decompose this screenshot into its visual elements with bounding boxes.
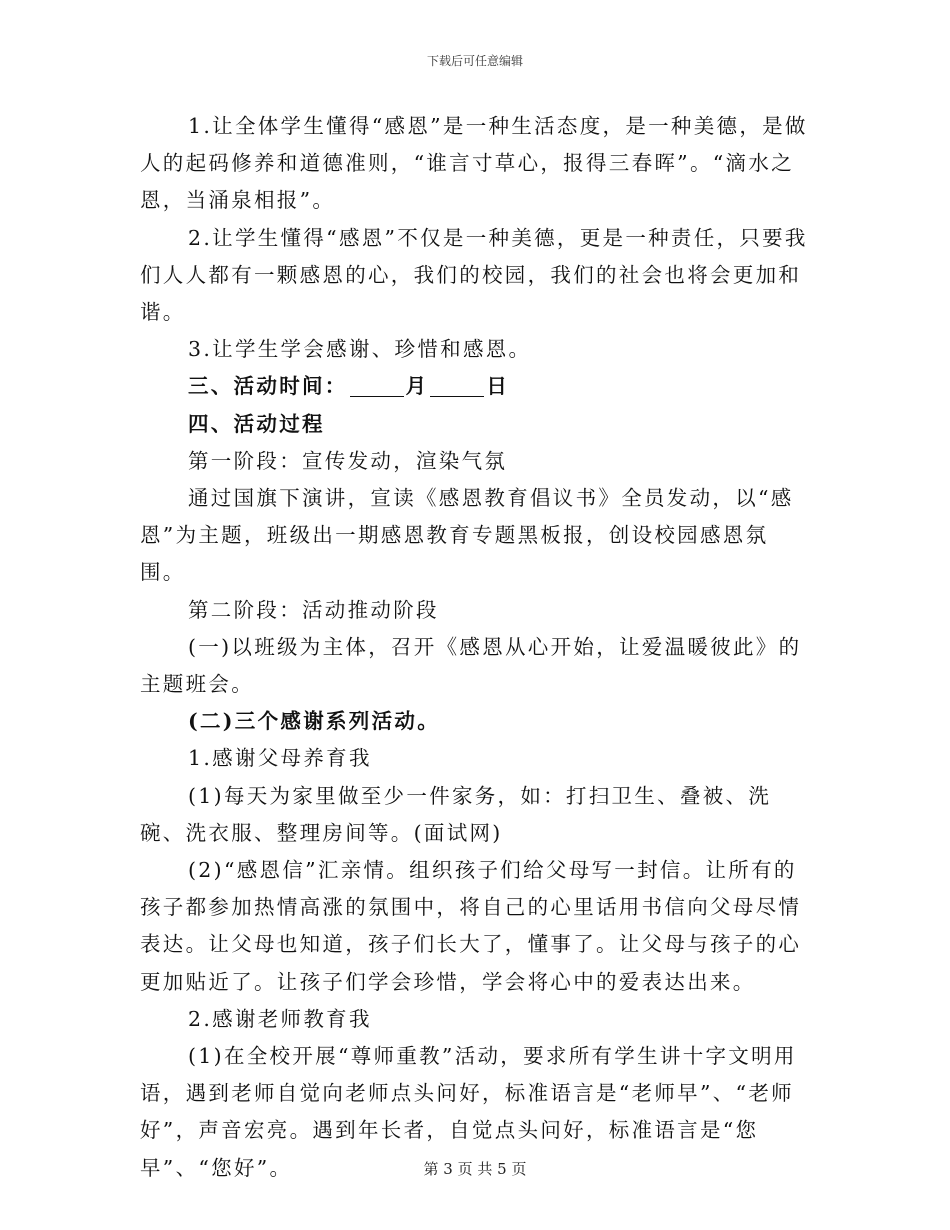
stage1-title: 第一阶段：宣传发动，渲染气氛 xyxy=(188,448,508,473)
thanks-teachers-item1: (1)在全校开展“尊师重教”活动，要求所有学生讲十字文明用语，遇到老师自觉向老师点头问好，标准语言是“老师早”、“老师好”，声音宏亮。遇到年长者，自觉点头问好，标准语言是“您早”、“您好”。 xyxy=(140,1044,797,1180)
stage2-item1: (一)以班级为主体，召开《感恩从心开始，让爱温暖彼此》的主题班会。 xyxy=(140,634,802,697)
goal-paragraph-1: 1.让全体学生懂得“感恩”是一种生活态度，是一种美德，是做人的起码修养和道德准则，“谁言寸草心，报得三春晖”。“滴水之恩，当涌泉相报”。 xyxy=(140,114,808,213)
month-blank xyxy=(350,374,404,397)
activity-time-label: 三、活动时间： xyxy=(188,374,348,399)
thanks-teachers-title: 2.感谢老师教育我 xyxy=(188,1006,372,1031)
page-footer: 第 3 页 共 5 页 xyxy=(423,1160,527,1178)
stage2-item2: (二)三个感谢系列活动。 xyxy=(188,709,440,734)
day-blank xyxy=(430,374,484,397)
section-activity-time xyxy=(140,368,812,405)
document-body xyxy=(140,108,812,1187)
thanks-parents-item2: (2)“感恩信”汇亲情。组织孩子们给父母写一封信。让所有的孩子都参加热情高涨的氛围中，将自己的心里话用书信向父母尽情表达。让父母也知道，孩子们长大了，懂事了。让父母与孩子的心更加贴近了。让孩子们学会珍惜，学会将心中的爱表达出来。 xyxy=(140,858,802,994)
section-activity-process-heading: 四、活动过程 xyxy=(188,411,325,436)
stage2-title: 第二阶段：活动推动阶段 xyxy=(188,597,439,622)
thanks-parents-title: 1.感谢父母养育我 xyxy=(188,746,372,771)
thanks-parents-item1: (1)每天为家里做至少一件家务，如：打扫卫生、叠被、洗碗、洗衣服、整理房间等。(面试网) xyxy=(140,783,772,845)
page-header: 下载后可任意编辑 xyxy=(426,54,523,68)
stage1-text: 通过国旗下演讲，宣读《感恩教育倡议书》全员发动，以“感恩”为主题，班级出一期感恩教育专题黑板报，创设校园感恩氛围。 xyxy=(140,486,794,585)
goal-paragraph-3: 3.让学生学会感谢、珍惜和感恩。 xyxy=(188,337,532,362)
goal-paragraph-2: 2.让学生懂得“感恩”不仅是一种美德，更是一种责任，只要我们人人都有一颗感恩的心，我们的校园，我们的社会也将会更加和谐。 xyxy=(140,225,808,325)
month-label: 月 xyxy=(405,374,429,399)
day-label: 日 xyxy=(486,374,510,399)
